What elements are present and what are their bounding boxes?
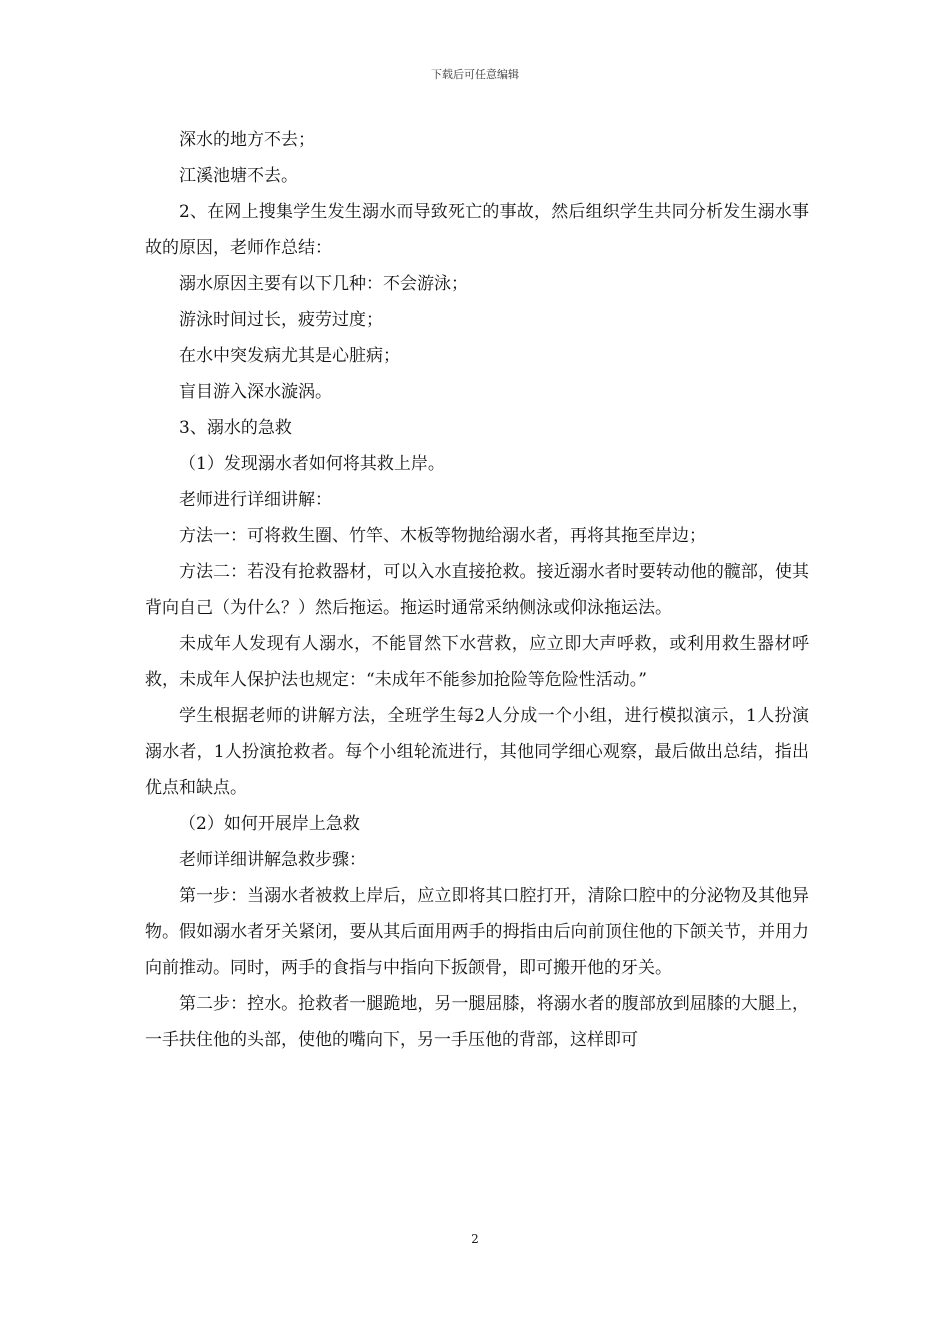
document-body xyxy=(145,122,809,1058)
paragraph: 2、在网上搜集学生发生溺水而导致死亡的事故，然后组织学生共同分析发生溺水事故的原因，老师作总结： xyxy=(145,202,809,258)
paragraph: 老师进行详细讲解： xyxy=(179,490,332,510)
paragraph: 第一步：当溺水者被救上岸后，应立即将其口腔打开，清除口腔中的分泌物及其他异物。假如溺水者牙关紧闭，要从其后面用两手的拇指由后向前顶住他的下颌关节，并用力向前推动。同时，两手的食指与中指向下扳颌骨，即可搬开他的牙关。 xyxy=(145,886,809,978)
subsection-heading: （2）如何开展岸上急救 xyxy=(179,814,360,834)
page-number: 2 xyxy=(471,1232,479,1246)
paragraph: 溺水原因主要有以下几种：不会游泳； xyxy=(179,274,468,294)
subsection-heading: （1）发现溺水者如何将其救上岸。 xyxy=(179,454,445,474)
paragraph: 老师详细讲解急救步骤： xyxy=(179,850,366,870)
paragraph: 方法一：可将救生圈、竹竿、木板等物抛给溺水者，再将其拖至岸边； xyxy=(179,526,706,546)
paragraph: 盲目游入深水漩涡。 xyxy=(179,382,332,402)
paragraph: 方法二：若没有抢救器材，可以入水直接抢救。接近溺水者时要转动他的髋部，使其背向自己（为什么？）然后拖运。拖运时通常采纳侧泳或仰泳拖运法。 xyxy=(145,562,809,618)
paragraph: 学生根据老师的讲解方法，全班学生每2人分成一个小组，进行模拟演示，1人扮演溺水者，1人扮演抢救者。每个小组轮流进行，其他同学细心观察，最后做出总结，指出优点和缺点。 xyxy=(145,706,809,798)
paragraph: 游泳时间过长，疲劳过度； xyxy=(179,310,383,330)
paragraph: 江溪池塘不去。 xyxy=(179,166,298,186)
paragraph: 在水中突发病尤其是心脏病； xyxy=(179,346,400,366)
section-heading: 3、溺水的急救 xyxy=(179,418,292,438)
paragraph: 第二步：控水。抢救者一腿跪地，另一腿屈膝，将溺水者的腹部放到屈膝的大腿上，一手扶住他的头部，使他的嘴向下，另一手压他的背部，这样即可 xyxy=(145,994,809,1050)
paragraph: 深水的地方不去； xyxy=(179,130,315,150)
page-header: 下载后可任意编辑 xyxy=(431,68,519,81)
paragraph: 未成年人发现有人溺水，不能冒然下水营救，应立即大声呼救，或利用救生器材呼救，未成年人保护法也规定：“未成年不能参加抢险等危险性活动。” xyxy=(145,634,809,690)
